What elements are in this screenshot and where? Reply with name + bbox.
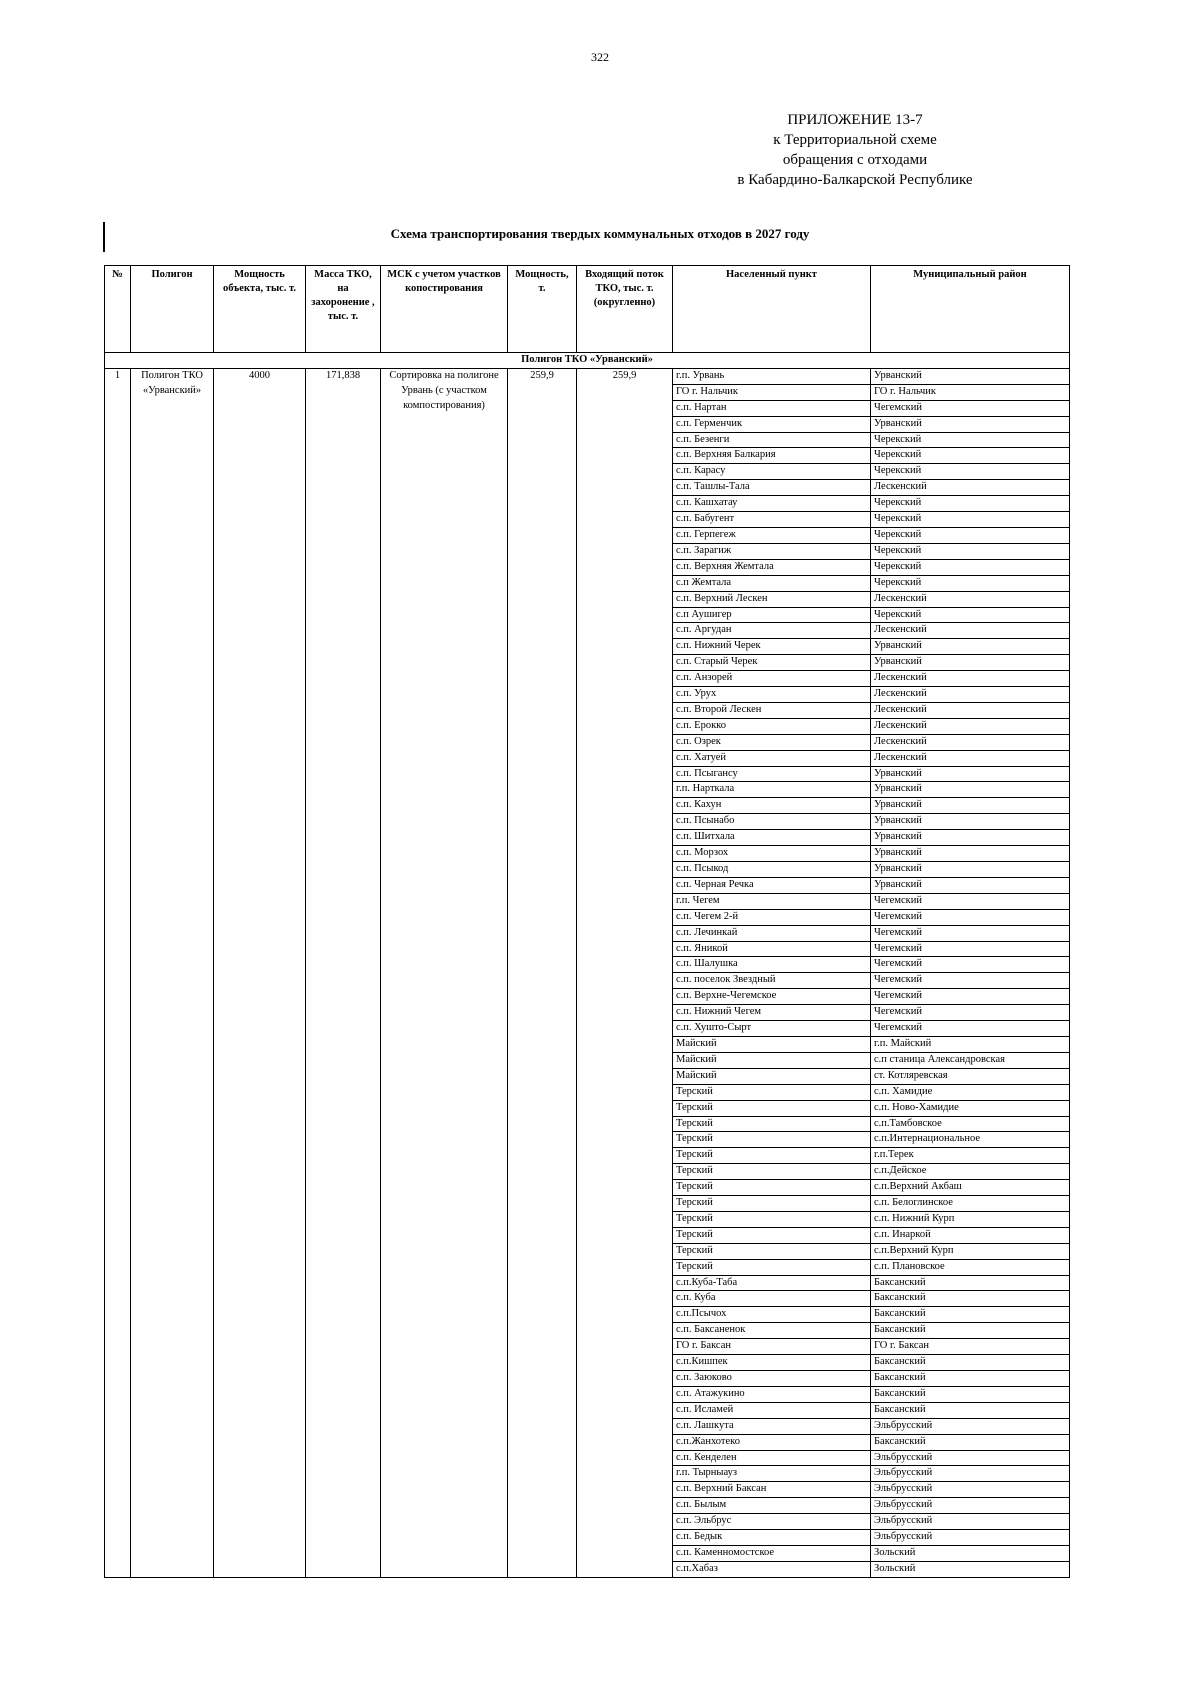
header-num: № <box>105 266 131 353</box>
district-cell: Урванский <box>871 846 1070 862</box>
row-mass: 171,838 <box>306 368 381 1577</box>
district-cell: Баксанский <box>871 1355 1070 1371</box>
district-cell: Зольский <box>871 1545 1070 1561</box>
district-cell: Черекский <box>871 543 1070 559</box>
district-cell: Черекский <box>871 512 1070 528</box>
settlement-cell: с.п Аушигер <box>673 607 871 623</box>
district-cell: с.п. Ново-Хамидие <box>871 1100 1070 1116</box>
district-cell: Урванский <box>871 368 1070 384</box>
row-capacity: 4000 <box>214 368 306 1577</box>
district-cell: Черекский <box>871 559 1070 575</box>
district-cell: с.п станица Александровская <box>871 1052 1070 1068</box>
settlement-cell: с.п. Псынабо <box>673 814 871 830</box>
district-cell: Баксанский <box>871 1402 1070 1418</box>
district-cell: с.п.Интернациональное <box>871 1132 1070 1148</box>
district-cell: ГО г. Баксан <box>871 1339 1070 1355</box>
settlement-cell: с.п. Хатуей <box>673 750 871 766</box>
settlement-cell: с.п. Баксаненок <box>673 1323 871 1339</box>
district-cell: ст. Котляревская <box>871 1068 1070 1084</box>
district-cell: с.п.Тамбовское <box>871 1116 1070 1132</box>
settlement-cell: с.п. Герменчик <box>673 416 871 432</box>
settlement-cell: с.п. Яникой <box>673 941 871 957</box>
district-cell: Чегемский <box>871 909 1070 925</box>
settlement-cell: с.п. Кенделен <box>673 1450 871 1466</box>
settlement-cell: с.п. Озрек <box>673 734 871 750</box>
settlement-cell: Терский <box>673 1084 871 1100</box>
district-cell: г.п.Терек <box>871 1148 1070 1164</box>
district-cell: Черекский <box>871 575 1070 591</box>
district-cell: Баксанский <box>871 1275 1070 1291</box>
settlement-cell: с.п. Лечинкай <box>673 925 871 941</box>
settlement-cell: с.п Жемтала <box>673 575 871 591</box>
district-cell: Баксанский <box>871 1291 1070 1307</box>
settlement-cell: г.п. Тырныауз <box>673 1466 871 1482</box>
settlement-cell: с.п. Морзох <box>673 846 871 862</box>
district-cell: Эльбрусский <box>871 1514 1070 1530</box>
district-cell: Урванский <box>871 639 1070 655</box>
settlement-cell: с.п. Лашкута <box>673 1418 871 1434</box>
settlement-cell: с.п. Черная Речка <box>673 877 871 893</box>
appendix-line-2: к Территориальной схеме <box>773 132 937 148</box>
settlement-cell: с.п. Верхне-Чегемское <box>673 989 871 1005</box>
settlement-cell: с.п. Урух <box>673 687 871 703</box>
district-cell: Чегемский <box>871 957 1070 973</box>
district-cell: Баксанский <box>871 1386 1070 1402</box>
settlement-cell: с.п. Шитхала <box>673 830 871 846</box>
row-msk-capacity: 259,9 <box>508 368 577 1577</box>
district-cell: Лескенский <box>871 734 1070 750</box>
district-cell: Черекский <box>871 464 1070 480</box>
district-cell: Чегемский <box>871 1005 1070 1021</box>
settlement-cell: Терский <box>673 1116 871 1132</box>
settlement-cell: г.п. Урвань <box>673 368 871 384</box>
settlement-cell: с.п. Кашхатау <box>673 496 871 512</box>
row-msk: Сортировка на полигоне Урвань (с участком компостирования) <box>381 368 508 1577</box>
table-row <box>105 368 1070 384</box>
district-cell: с.п. Нижний Курп <box>871 1211 1070 1227</box>
district-cell: Чегемский <box>871 893 1070 909</box>
district-cell: Эльбрусский <box>871 1466 1070 1482</box>
row-inflow: 259,9 <box>577 368 673 1577</box>
settlement-cell: с.п. Зарагиж <box>673 543 871 559</box>
district-cell: Черекский <box>871 527 1070 543</box>
section-row <box>105 353 1070 369</box>
district-cell: Чегемский <box>871 989 1070 1005</box>
settlement-cell: Терский <box>673 1243 871 1259</box>
header-inflow: Входящий поток ТКО, тыс. т. (округленно) <box>577 266 673 353</box>
settlement-cell: с.п. Верхний Баксан <box>673 1482 871 1498</box>
district-cell: ГО г. Нальчик <box>871 384 1070 400</box>
district-cell: г.п. Майский <box>871 1036 1070 1052</box>
appendix-line-1: ПРИЛОЖЕНИЕ 13-7 <box>787 112 923 128</box>
settlement-cell: с.п.Псычох <box>673 1307 871 1323</box>
settlement-cell: с.п. Карасу <box>673 464 871 480</box>
district-cell: Черекский <box>871 432 1070 448</box>
settlement-cell: Терский <box>673 1259 871 1275</box>
settlement-cell: с.п. Верхняя Жемтала <box>673 559 871 575</box>
settlement-cell: с.п. Герпегеж <box>673 527 871 543</box>
settlement-cell: с.п. Бабугент <box>673 512 871 528</box>
header-msk: МСК с учетом участков копостирования <box>381 266 508 353</box>
settlement-cell: с.п. Анзорей <box>673 671 871 687</box>
district-cell: Урванский <box>871 862 1070 878</box>
settlement-cell: с.п. Нижний Чегем <box>673 1005 871 1021</box>
district-cell: Урванский <box>871 416 1070 432</box>
district-cell: Лескенский <box>871 702 1070 718</box>
district-cell: Черекский <box>871 448 1070 464</box>
header-settlement: Населенный пункт <box>673 266 871 353</box>
district-cell: с.п. Хамидие <box>871 1084 1070 1100</box>
district-cell: с.п. Плановское <box>871 1259 1070 1275</box>
district-cell: Лескенский <box>871 671 1070 687</box>
document-title: Схема транспортирования твердых коммунальных отходов в 2027 году <box>390 226 810 241</box>
district-cell: Урванский <box>871 655 1070 671</box>
settlement-cell: с.п. Исламей <box>673 1402 871 1418</box>
appendix-line-4: в Кабардино-Балкарской Республике <box>737 172 973 188</box>
settlement-cell: с.п. Чегем 2-й <box>673 909 871 925</box>
district-cell: Эльбрусский <box>871 1450 1070 1466</box>
district-cell: Чегемский <box>871 925 1070 941</box>
district-cell: с.п.Верхний Акбаш <box>871 1180 1070 1196</box>
settlement-cell: с.п. Верхний Лескен <box>673 591 871 607</box>
settlement-cell: с.п. Каменномостское <box>673 1545 871 1561</box>
district-cell: Урванский <box>871 814 1070 830</box>
district-cell: Чегемский <box>871 941 1070 957</box>
district-cell: Эльбрусский <box>871 1418 1070 1434</box>
settlement-cell: г.п. Чегем <box>673 893 871 909</box>
header-capacity: Мощность объекта, тыс. т. <box>214 266 306 353</box>
settlement-cell: с.п.Кишпек <box>673 1355 871 1371</box>
settlement-cell: с.п. Бедык <box>673 1530 871 1546</box>
settlement-cell: Терский <box>673 1211 871 1227</box>
settlement-cell: с.п. Нижний Черек <box>673 639 871 655</box>
settlement-cell: с.п. Безенги <box>673 432 871 448</box>
row-polygon: Полигон ТКО «Урванский» <box>131 368 214 1577</box>
settlement-cell: с.п. Старый Черек <box>673 655 871 671</box>
settlement-cell: с.п. Ташлы-Тала <box>673 480 871 496</box>
settlement-cell: с.п. Нартан <box>673 400 871 416</box>
settlement-cell: с.п. Куба <box>673 1291 871 1307</box>
page-number: 322 <box>591 50 609 64</box>
district-cell: Урванский <box>871 877 1070 893</box>
appendix-line-3: обращения с отходами <box>782 152 928 168</box>
settlement-cell: Терский <box>673 1148 871 1164</box>
settlement-cell: Майский <box>673 1036 871 1052</box>
header-msk-capacity: Мощность, т. <box>508 266 577 353</box>
settlement-cell: с.п.Хабаз <box>673 1561 871 1577</box>
district-cell: Лескенский <box>871 591 1070 607</box>
district-cell: Урванский <box>871 830 1070 846</box>
settlement-cell: с.п. Аргудан <box>673 623 871 639</box>
district-cell: Лескенский <box>871 687 1070 703</box>
district-cell: с.п.Дейское <box>871 1164 1070 1180</box>
district-cell: Лескенский <box>871 480 1070 496</box>
settlement-cell: Терский <box>673 1180 871 1196</box>
appendix-header <box>700 110 1010 190</box>
settlement-cell: г.п. Нарткала <box>673 782 871 798</box>
settlement-cell: с.п.Жанхотеко <box>673 1434 871 1450</box>
district-cell: Зольский <box>871 1561 1070 1577</box>
row-num: 1 <box>105 368 131 1577</box>
settlement-cell: с.п. Псыкод <box>673 862 871 878</box>
settlement-cell: ГО г. Баксан <box>673 1339 871 1355</box>
settlement-cell: Терский <box>673 1164 871 1180</box>
table-header-row <box>105 266 1070 353</box>
settlement-cell: с.п. Ерокко <box>673 718 871 734</box>
district-cell: Лескенский <box>871 718 1070 734</box>
settlement-cell: Терский <box>673 1227 871 1243</box>
settlement-cell: с.п. Атажукино <box>673 1386 871 1402</box>
district-cell: Баксанский <box>871 1371 1070 1387</box>
district-cell: Эльбрусский <box>871 1498 1070 1514</box>
settlement-cell: с.п. Верхняя Балкария <box>673 448 871 464</box>
district-cell: Урванский <box>871 782 1070 798</box>
district-cell: Чегемский <box>871 973 1070 989</box>
header-district: Муниципальный район <box>871 266 1070 353</box>
settlement-cell: с.п. поселок Звездный <box>673 973 871 989</box>
settlement-cell: с.п. Шалушка <box>673 957 871 973</box>
district-cell: Эльбрусский <box>871 1530 1070 1546</box>
transport-schema-table <box>104 265 1070 1578</box>
settlement-cell: Терский <box>673 1132 871 1148</box>
settlement-cell: с.п. Кахун <box>673 798 871 814</box>
settlement-cell: Терский <box>673 1100 871 1116</box>
district-cell: Чегемский <box>871 400 1070 416</box>
district-cell: с.п. Белоглинское <box>871 1196 1070 1212</box>
settlement-cell: Терский <box>673 1196 871 1212</box>
district-cell: с.п.Верхний Курп <box>871 1243 1070 1259</box>
settlement-cell: с.п. Псыгансу <box>673 766 871 782</box>
settlement-cell: с.п.Куба-Таба <box>673 1275 871 1291</box>
header-polygon: Полигон <box>131 266 214 353</box>
district-cell: Лескенский <box>871 750 1070 766</box>
district-cell: Черекский <box>871 496 1070 512</box>
district-cell: Баксанский <box>871 1434 1070 1450</box>
district-cell: Урванский <box>871 766 1070 782</box>
district-cell: Эльбрусский <box>871 1482 1070 1498</box>
settlement-cell: с.п. Эльбрус <box>673 1514 871 1530</box>
district-cell: с.п. Инаркой <box>871 1227 1070 1243</box>
settlement-cell: с.п. Второй Лескен <box>673 702 871 718</box>
settlement-cell: Майский <box>673 1052 871 1068</box>
section-title: Полигон ТКО «Урванский» <box>105 353 1070 369</box>
district-cell: Баксанский <box>871 1307 1070 1323</box>
district-cell: Урванский <box>871 798 1070 814</box>
district-cell: Баксанский <box>871 1323 1070 1339</box>
district-cell: Черекский <box>871 607 1070 623</box>
settlement-cell: с.п. Заюково <box>673 1371 871 1387</box>
settlement-cell: Майский <box>673 1068 871 1084</box>
settlement-cell: с.п. Былым <box>673 1498 871 1514</box>
district-cell: Чегемский <box>871 1021 1070 1037</box>
settlement-cell: с.п. Хушто-Сырт <box>673 1021 871 1037</box>
settlement-cell: ГО г. Нальчик <box>673 384 871 400</box>
district-cell: Лескенский <box>871 623 1070 639</box>
header-mass: Масса ТКО, на захоронение , тыс. т. <box>306 266 381 353</box>
